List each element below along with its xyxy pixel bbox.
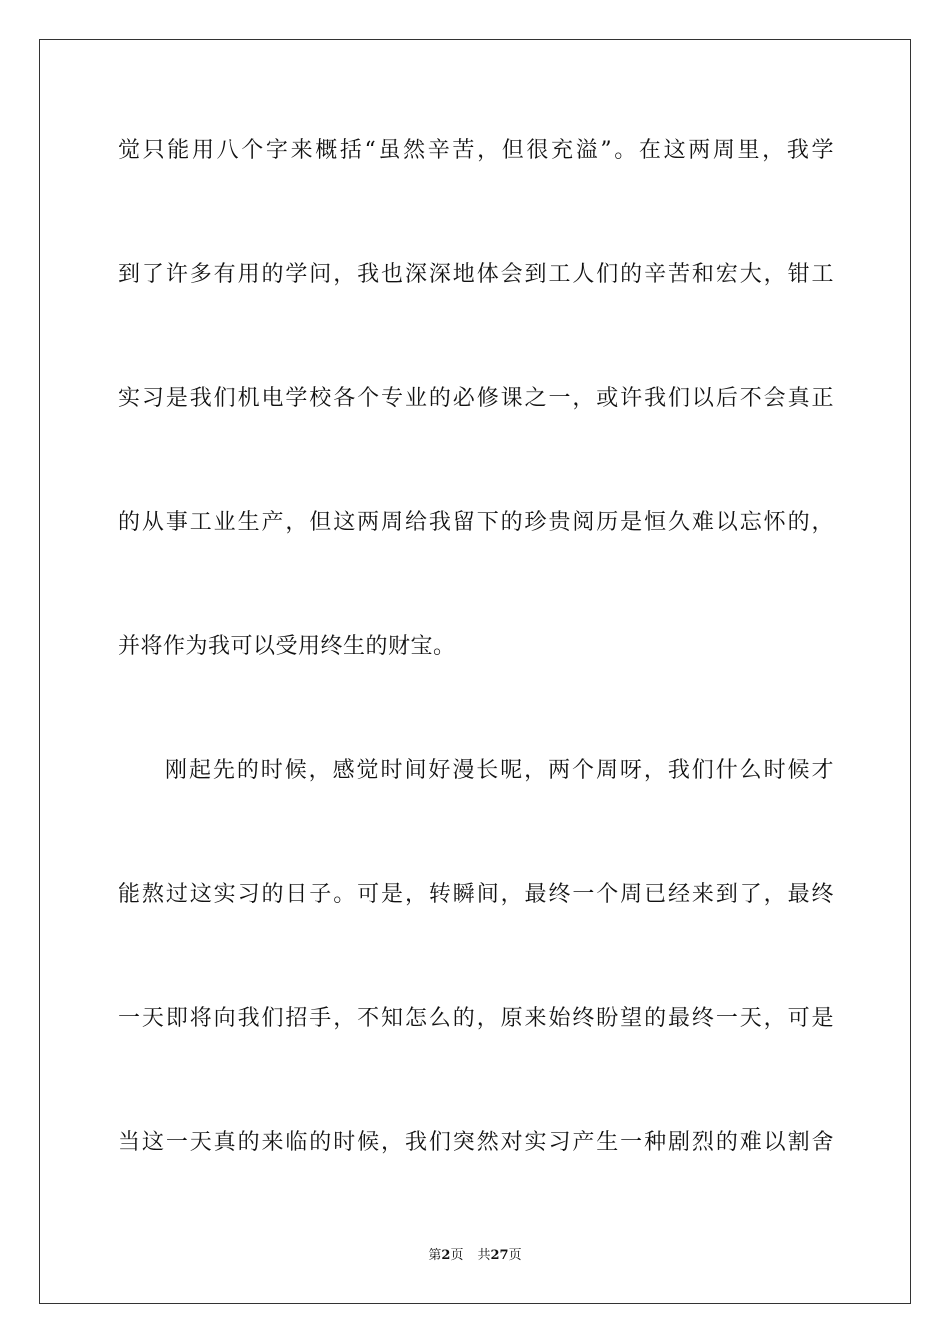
paragraph-line-4: 的从事工业生产，但这两周给我留下的珍贵阅历是恒久难以忘怀的， [118,510,834,535]
page-footer [0,1247,950,1265]
paragraph-line-5: 并将作为我可以受用终生的财宝。 [118,634,456,659]
page-suffix: 页 [450,1248,464,1263]
paragraph-line-7: 能熬过这实习的日子。可是，转瞬间，最终一个周已经来到了，最终 [118,882,834,907]
paragraph-line-3: 实习是我们机电学校各个专业的必修课之一，或许我们以后不会真正 [118,386,834,411]
page-border [39,39,911,1304]
total-pages: 27 [490,1248,509,1263]
total-suffix: 页 [508,1248,522,1263]
paragraph-line-2: 到了许多有用的学问，我也深深地体会到工人们的辛苦和宏大，钳工 [118,262,834,287]
paragraph-line-1: 觉只能用八个字来概括“虽然辛苦，但很充溢”。在这两周里，我学 [118,138,834,163]
page-number: 2 [441,1248,451,1263]
page-prefix: 第 [428,1248,442,1263]
paragraph-line-8: 一天即将向我们招手，不知怎么的，原来始终盼望的最终一天，可是 [118,1006,834,1031]
total-prefix: 共 [477,1248,491,1263]
paragraph-line-6: 刚起先的时候，感觉时间好漫长呢，两个周呀，我们什么时候才 [165,758,834,783]
paragraph-line-9: 当这一天真的来临的时候，我们突然对实习产生一种剧烈的难以割舍 [118,1130,834,1155]
